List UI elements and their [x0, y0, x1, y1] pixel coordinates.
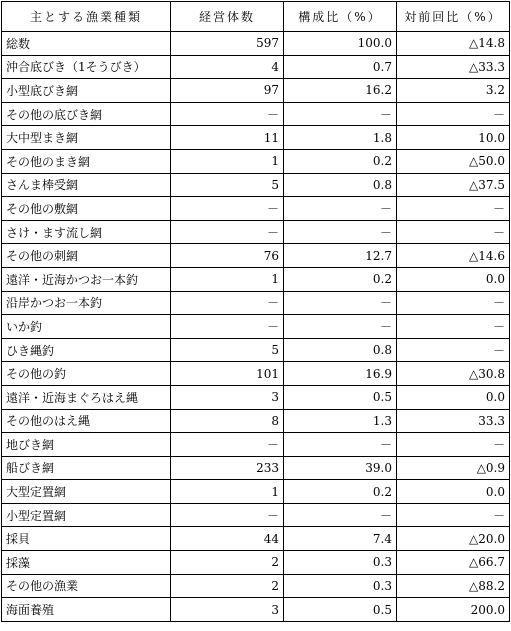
row-entity-count: － — [171, 433, 284, 457]
table-row — [2, 362, 510, 386]
row-entity-count: 1 — [171, 149, 284, 173]
row-previous-ratio: 0.0 — [397, 267, 510, 291]
row-entity-count: 5 — [171, 173, 284, 197]
row-composition-ratio: 0.5 — [284, 385, 397, 409]
row-fishery-type: その他のまき網 — [2, 149, 171, 173]
row-composition-ratio: 16.2 — [284, 79, 397, 103]
row-fishery-type: ひき縄釣 — [2, 338, 171, 362]
row-fishery-type: その他の漁業 — [2, 574, 171, 598]
row-composition-ratio: 0.7 — [284, 55, 397, 79]
row-fishery-type: 大中型まき網 — [2, 126, 171, 150]
table-row — [2, 385, 510, 409]
row-composition-ratio: 0.2 — [284, 267, 397, 291]
row-fishery-type: 小型定置網 — [2, 503, 171, 527]
row-fishery-type: その他の底びき網 — [2, 102, 171, 126]
row-previous-ratio: △14.6 — [397, 244, 510, 268]
row-entity-count: － — [171, 220, 284, 244]
row-previous-ratio: 10.0 — [397, 126, 510, 150]
row-entity-count: 3 — [171, 385, 284, 409]
row-entity-count: 1 — [171, 267, 284, 291]
table-row — [2, 315, 510, 339]
row-fishery-type: 船びき網 — [2, 456, 171, 480]
row-previous-ratio: 200.0 — [397, 598, 510, 622]
row-composition-ratio: － — [284, 102, 397, 126]
row-previous-ratio: － — [397, 503, 510, 527]
row-previous-ratio: △14.8 — [397, 32, 510, 56]
row-composition-ratio: － — [284, 433, 397, 457]
row-fishery-type: 沖合底びき（1そうびき） — [2, 55, 171, 79]
row-previous-ratio: － — [397, 291, 510, 315]
table-row — [2, 126, 510, 150]
row-composition-ratio: 1.8 — [284, 126, 397, 150]
row-composition-ratio: 1.3 — [284, 409, 397, 433]
row-fishery-type: 遠洋・近海かつお一本釣 — [2, 267, 171, 291]
row-fishery-type: 採貝 — [2, 527, 171, 551]
row-composition-ratio: 0.2 — [284, 480, 397, 504]
row-previous-ratio: △20.0 — [397, 527, 510, 551]
row-composition-ratio: 0.8 — [284, 338, 397, 362]
row-fishery-type: 海面養殖 — [2, 598, 171, 622]
row-fishery-type: その他の刺網 — [2, 244, 171, 268]
row-fishery-type: その他の釣 — [2, 362, 171, 386]
header-fishery-type: 主とする漁業種類 — [2, 2, 171, 32]
row-composition-ratio: 0.5 — [284, 598, 397, 622]
row-fishery-type: さけ・ます流し網 — [2, 220, 171, 244]
row-fishery-type: さんま棒受網 — [2, 173, 171, 197]
row-entity-count: 44 — [171, 527, 284, 551]
header-previous-ratio: 対前回比（%） — [397, 2, 510, 32]
row-entity-count: － — [171, 503, 284, 527]
row-fishery-type: 沿岸かつお一本釣 — [2, 291, 171, 315]
table-row — [2, 409, 510, 433]
row-composition-ratio: 39.0 — [284, 456, 397, 480]
table-row — [2, 197, 510, 221]
table-row — [2, 338, 510, 362]
row-composition-ratio: － — [284, 503, 397, 527]
header-entity-count: 経営体数 — [171, 2, 284, 32]
row-composition-ratio: 12.7 — [284, 244, 397, 268]
row-previous-ratio: △88.2 — [397, 574, 510, 598]
row-entity-count: 11 — [171, 126, 284, 150]
row-previous-ratio: △50.0 — [397, 149, 510, 173]
row-entity-count: 5 — [171, 338, 284, 362]
table-row — [2, 55, 510, 79]
table-row — [2, 32, 510, 56]
table-row — [2, 433, 510, 457]
row-fishery-type: 大型定置網 — [2, 480, 171, 504]
row-composition-ratio: 0.3 — [284, 574, 397, 598]
header-row — [2, 2, 510, 32]
table-row — [2, 291, 510, 315]
fishery-table-container — [1, 1, 510, 622]
row-entity-count: － — [171, 197, 284, 221]
row-entity-count: 597 — [171, 32, 284, 56]
row-composition-ratio: 7.4 — [284, 527, 397, 551]
row-previous-ratio: △0.9 — [397, 456, 510, 480]
row-composition-ratio: 100.0 — [284, 32, 397, 56]
table-row — [2, 244, 510, 268]
row-previous-ratio: － — [397, 102, 510, 126]
row-previous-ratio: － — [397, 220, 510, 244]
table-row — [2, 149, 510, 173]
row-previous-ratio: △30.8 — [397, 362, 510, 386]
row-composition-ratio: 16.9 — [284, 362, 397, 386]
row-entity-count: 3 — [171, 598, 284, 622]
row-previous-ratio: － — [397, 197, 510, 221]
row-previous-ratio: 0.0 — [397, 480, 510, 504]
table-body — [2, 32, 510, 622]
row-composition-ratio: － — [284, 291, 397, 315]
row-fishery-type: その他のはえ縄 — [2, 409, 171, 433]
row-previous-ratio: △33.3 — [397, 55, 510, 79]
row-entity-count: 4 — [171, 55, 284, 79]
row-previous-ratio: － — [397, 315, 510, 339]
table-row — [2, 551, 510, 575]
row-fishery-type: 地びき網 — [2, 433, 171, 457]
row-composition-ratio: － — [284, 220, 397, 244]
table-row — [2, 220, 510, 244]
fishery-statistics-table — [1, 1, 510, 622]
row-previous-ratio: △66.7 — [397, 551, 510, 575]
table-row — [2, 574, 510, 598]
row-previous-ratio: － — [397, 338, 510, 362]
table-row — [2, 503, 510, 527]
table-row — [2, 79, 510, 103]
row-previous-ratio: 3.2 — [397, 79, 510, 103]
row-entity-count: 1 — [171, 480, 284, 504]
header-composition-ratio: 構成比（%） — [284, 2, 397, 32]
row-previous-ratio: △37.5 — [397, 173, 510, 197]
row-entity-count: － — [171, 102, 284, 126]
table-row — [2, 480, 510, 504]
row-entity-count: － — [171, 291, 284, 315]
row-composition-ratio: 0.3 — [284, 551, 397, 575]
row-entity-count: 233 — [171, 456, 284, 480]
row-composition-ratio: 0.8 — [284, 173, 397, 197]
row-previous-ratio: 0.0 — [397, 385, 510, 409]
row-entity-count: 101 — [171, 362, 284, 386]
row-fishery-type: 小型底びき網 — [2, 79, 171, 103]
row-entity-count: 2 — [171, 551, 284, 575]
table-row — [2, 267, 510, 291]
table-row — [2, 173, 510, 197]
row-entity-count: － — [171, 315, 284, 339]
row-fishery-type: その他の敷網 — [2, 197, 171, 221]
row-entity-count: 97 — [171, 79, 284, 103]
row-composition-ratio: － — [284, 197, 397, 221]
row-entity-count: 8 — [171, 409, 284, 433]
table-row — [2, 102, 510, 126]
row-fishery-type: いか釣 — [2, 315, 171, 339]
row-entity-count: 2 — [171, 574, 284, 598]
table-row — [2, 598, 510, 622]
table-row — [2, 456, 510, 480]
row-entity-count: 76 — [171, 244, 284, 268]
row-fishery-type: 総数 — [2, 32, 171, 56]
row-composition-ratio: － — [284, 315, 397, 339]
row-previous-ratio: 33.3 — [397, 409, 510, 433]
row-previous-ratio: － — [397, 433, 510, 457]
table-row — [2, 527, 510, 551]
row-fishery-type: 遠洋・近海まぐろはえ縄 — [2, 385, 171, 409]
row-fishery-type: 採藻 — [2, 551, 171, 575]
table-header — [2, 2, 510, 32]
row-composition-ratio: 0.2 — [284, 149, 397, 173]
